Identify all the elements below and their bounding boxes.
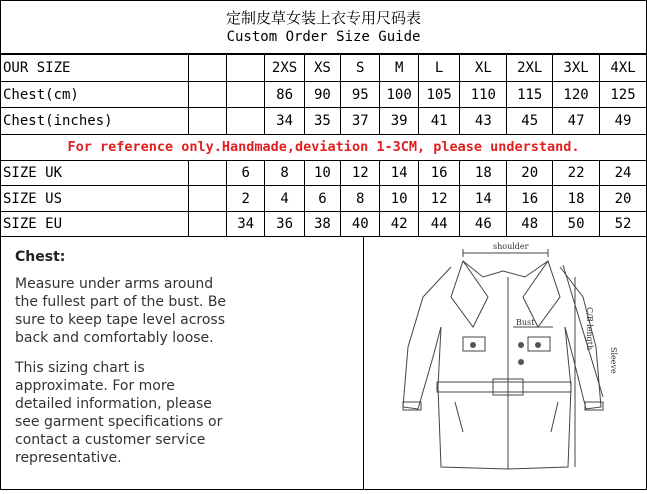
table-cell: 34 — [226, 212, 264, 237]
table-cell: 34 — [265, 108, 304, 135]
size-chart-table — [0, 54, 647, 135]
table-cell: 10 — [380, 186, 418, 212]
disclaimer-line: This sizing chart is — [15, 360, 145, 376]
table-row — [1, 55, 647, 82]
table-cell: 90 — [304, 82, 340, 108]
coat-diagram-svg — [363, 237, 646, 489]
table-cell — [188, 108, 226, 135]
table-cell: 38 — [304, 212, 340, 237]
row-label: SIZE US — [1, 186, 189, 212]
table-cell: 46 — [460, 212, 507, 237]
table-row — [1, 161, 647, 186]
table-cell: 2 — [226, 186, 264, 212]
chest-line: sure to keep tape level across — [15, 312, 225, 328]
disclaimer-line: detailed information, please — [15, 396, 212, 412]
table-cell: 36 — [265, 212, 304, 237]
chest-paragraph — [15, 275, 355, 347]
table-cell: 48 — [507, 212, 553, 237]
table-cell: L — [418, 55, 460, 82]
table-cell: 52 — [600, 212, 647, 237]
disclaimer-line: approximate. For more — [15, 378, 175, 394]
international-size-table — [0, 160, 647, 237]
sleeve-label: Sleeve — [609, 347, 618, 374]
table-cell: S — [341, 55, 380, 82]
table-cell: 16 — [507, 186, 553, 212]
garment-diagram — [363, 237, 646, 489]
table-cell: 6 — [226, 161, 264, 186]
table-cell — [226, 82, 264, 108]
table-cell: 43 — [460, 108, 507, 135]
table-cell — [188, 161, 226, 186]
table-cell: 20 — [507, 161, 553, 186]
table-cell: 4XL — [600, 55, 647, 82]
row-label: SIZE EU — [1, 212, 189, 237]
shoulder-label: shoulder — [493, 242, 529, 251]
coat-body — [438, 327, 571, 469]
chest-line: Measure under arms around — [15, 276, 214, 292]
title-chinese: 定制皮草女装上衣专用尺码表 — [225, 9, 421, 27]
table-cell: 39 — [380, 108, 418, 135]
table-cell: 24 — [600, 161, 647, 186]
table-cell: 37 — [341, 108, 380, 135]
table-cell: 86 — [265, 82, 304, 108]
disclaimer-line: representative. — [15, 450, 122, 466]
bust-label: Bust — [516, 318, 535, 327]
measurement-section — [0, 236, 647, 490]
table-cell: 18 — [553, 186, 600, 212]
table-cell: 22 — [553, 161, 600, 186]
row-label: SIZE UK — [1, 161, 189, 186]
left-sleeve — [403, 267, 451, 409]
table-cell: 41 — [418, 108, 460, 135]
table-cell: 16 — [418, 161, 460, 186]
row-label: Chest(cm) — [1, 82, 189, 108]
table-cell: 4 — [265, 186, 304, 212]
chest-instructions — [1, 237, 364, 489]
table-cell: 18 — [460, 161, 507, 186]
table-cell: 3XL — [553, 55, 600, 82]
reference-notice: For reference only.Handmade,deviation 1-3CM, please understand. — [0, 134, 647, 160]
table-cell: 50 — [553, 212, 600, 237]
table-cell: 12 — [341, 161, 380, 186]
table-cell: 40 — [341, 212, 380, 237]
table-cell: XL — [460, 55, 507, 82]
table-cell: M — [380, 55, 418, 82]
table-cell: 2XL — [507, 55, 553, 82]
table-row — [1, 212, 647, 237]
table-cell: 20 — [600, 186, 647, 212]
table-row — [1, 82, 647, 108]
table-cell: 105 — [418, 82, 460, 108]
row-label: Chest(inches) — [1, 108, 189, 135]
table-cell: 44 — [418, 212, 460, 237]
table-cell: 14 — [380, 161, 418, 186]
header — [0, 0, 647, 54]
length-label: C/B length — [585, 307, 594, 351]
table-cell — [226, 108, 264, 135]
table-cell: 6 — [304, 186, 340, 212]
table-cell — [188, 186, 226, 212]
table-cell — [188, 82, 226, 108]
collar-shape — [463, 261, 548, 277]
table-cell: 115 — [507, 82, 553, 108]
table-cell: 14 — [460, 186, 507, 212]
table-cell: 120 — [553, 82, 600, 108]
table-cell: 8 — [265, 161, 304, 186]
chest-line: the fullest part of the bust. Be — [15, 294, 227, 310]
table-cell — [188, 55, 226, 82]
table-cell: 2XS — [265, 55, 304, 82]
title-english: Custom Order Size Guide — [226, 29, 421, 45]
table-cell: 10 — [304, 161, 340, 186]
belt — [437, 382, 571, 392]
disclaimer-paragraph — [15, 359, 355, 467]
table-cell: 95 — [341, 82, 380, 108]
table-row — [1, 186, 647, 212]
table-row — [1, 108, 647, 135]
disclaimer-line: see garment specifications or — [15, 414, 223, 430]
table-cell: 35 — [304, 108, 340, 135]
disclaimer-line: contact a customer service — [15, 432, 206, 448]
table-cell: 12 — [418, 186, 460, 212]
table-cell: 45 — [507, 108, 553, 135]
table-cell: 8 — [341, 186, 380, 212]
table-cell: 100 — [380, 82, 418, 108]
sleeve-measure-line — [563, 265, 603, 397]
chest-heading: Chest: — [15, 249, 66, 265]
table-cell — [188, 212, 226, 237]
table-cell: 49 — [600, 108, 647, 135]
row-label: OUR SIZE — [1, 55, 189, 82]
table-cell: 110 — [460, 82, 507, 108]
table-cell: 42 — [380, 212, 418, 237]
table-cell: 47 — [553, 108, 600, 135]
table-cell: XS — [304, 55, 340, 82]
chest-line: back and comfortably loose. — [15, 330, 214, 346]
table-cell: 125 — [600, 82, 647, 108]
table-cell — [226, 55, 264, 82]
